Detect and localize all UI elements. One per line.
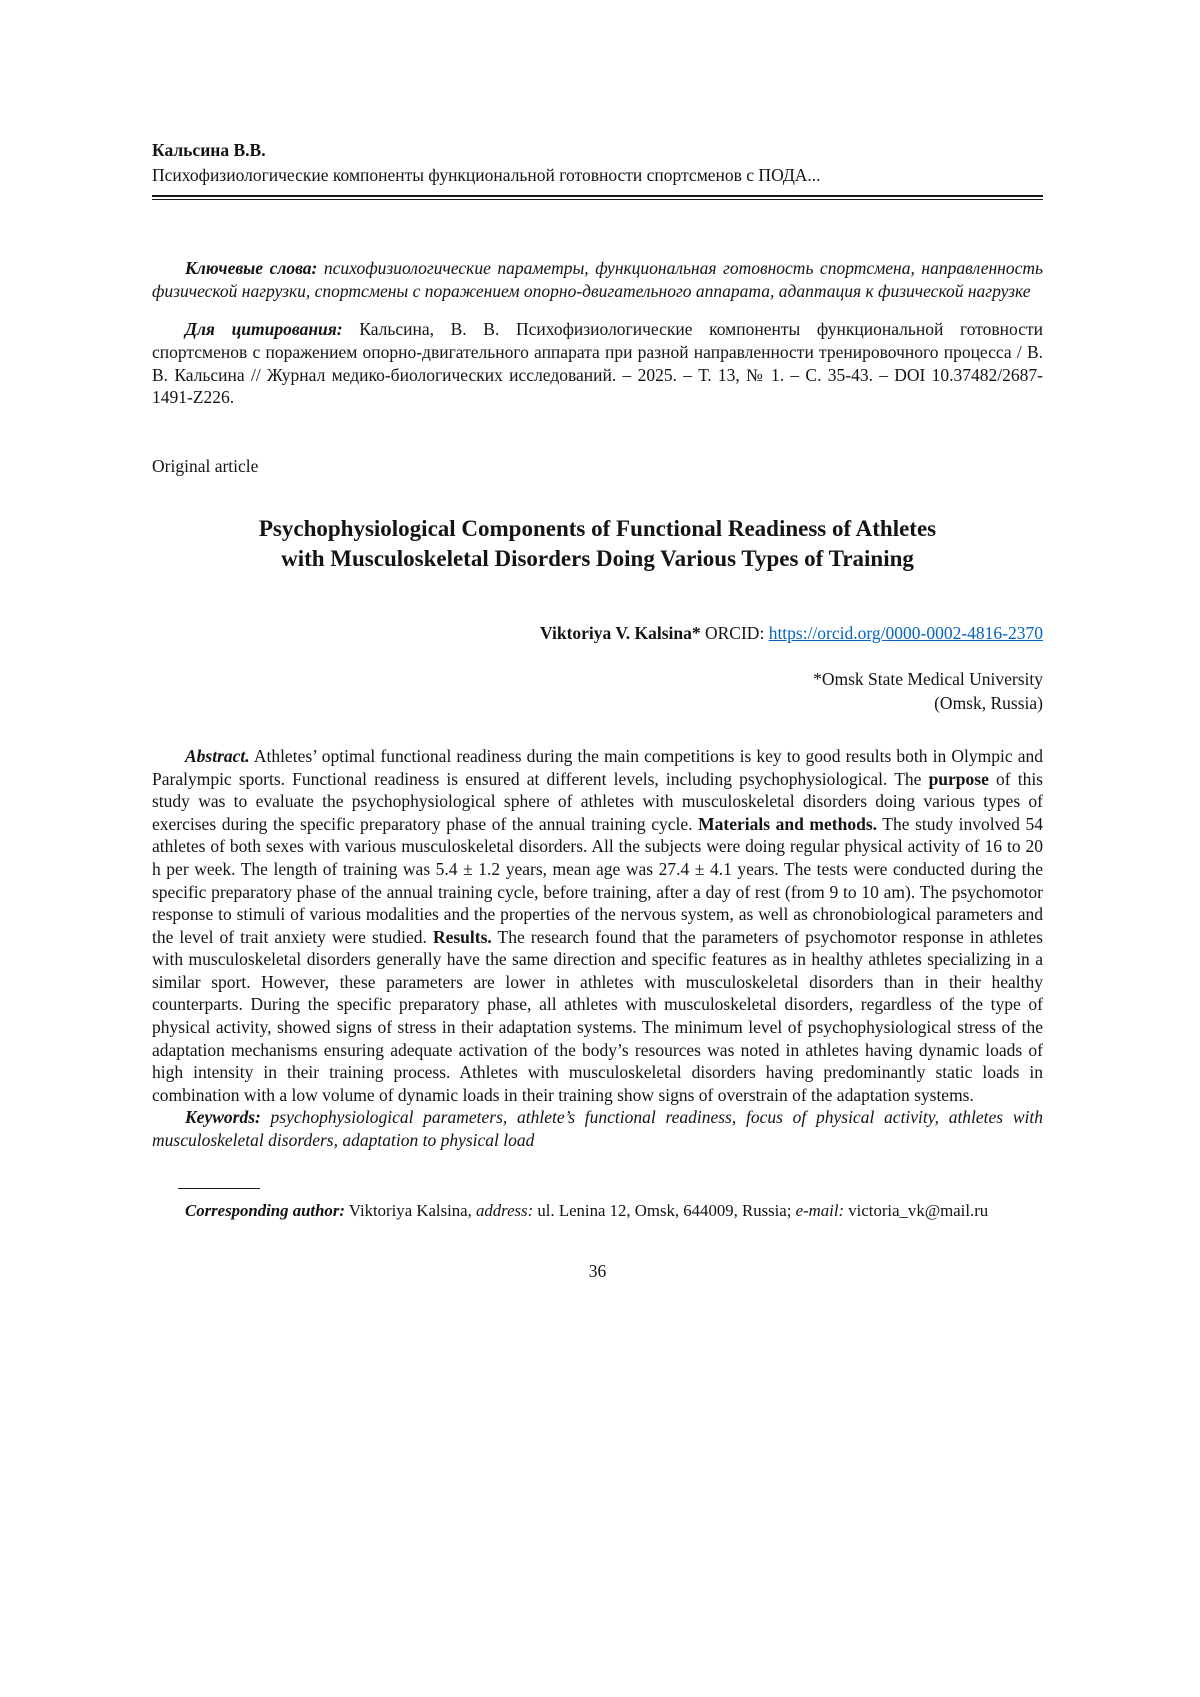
email-text: victoria_vk@mail.ru — [844, 1200, 989, 1220]
article-title-line2: with Musculoskeletal Disorders Doing Various Types of Training — [281, 546, 914, 572]
email-label: e-mail: — [795, 1200, 845, 1220]
article-title-line1: Psychophysiological Components of Functional Readiness of Athletes — [258, 516, 937, 542]
abstract-text-2: of this study was to evaluate the psychophysiological sphere of athletes with musculoskeletal disorders doing various types of exercises during the specific preparatory phase of the annual training cycle. — [152, 768, 1043, 834]
article-title — [152, 514, 1043, 574]
abstract-text-1: Athletes’ optimal functional readiness during the main competitions is key to good results both in Olympic and Paralympic sports. Functional readiness is ensured at different levels, including psychophysiological. The — [152, 745, 1043, 789]
running-head-author: Кальсина В.В. — [152, 140, 266, 160]
running-head-title: Психофизиологические компоненты функциональной готовности спортсменов с ПОДА... — [152, 164, 821, 185]
abstract-bold-results: Results. — [432, 926, 492, 947]
article-type-label: Original article — [152, 455, 259, 476]
orcid-label: ORCID: — [700, 623, 769, 644]
citation-text: Кальсина, В. В. Психофизиологические компоненты функциональной готовности спортсменов с поражением опорно-двигательного аппарата при разной направленности тренировочного процесса / В. В. Кальсина // Журнал медико-биологических исследований. – 2025. – Т. 13, № 1. – С. 35-43. – DOI 10.37482/2687-1491-Z226. — [152, 319, 1044, 408]
address-text: ul. Lenina 12, Omsk, 644009, Russia; — [533, 1200, 796, 1220]
keywords-ru-text: психофизиологические параметры, функциональная готовность спортсмена, направленность физической нагрузки, спортсмены с поражением опорно-двигательного аппарата, адаптация к физической нагрузке — [152, 258, 1043, 301]
corresponding-author-name: Viktoriya Kalsina, — [344, 1200, 476, 1220]
keywords-ru-label: Ключевые слова: — [185, 258, 318, 279]
abstract-bold-purpose: purpose — [928, 768, 989, 789]
footnote-divider — [178, 1188, 260, 1189]
corresponding-author-label: Corresponding author: — [185, 1200, 345, 1220]
address-label: address: — [476, 1200, 534, 1220]
orcid-link[interactable]: https://orcid.org/0000-0002-4816-2370 — [768, 623, 1043, 644]
abstract-text-4: The research found that the parameters of psychomotor response in athletes with musculoskeletal disorders generally have the same direction and specific features as in healthy athletes specializing in a similar sport. However, these parameters are lower in athletes with musculoskeletal disorders than in their healthy counterparts. During the specific preparatory phase, all athletes with musculoskeletal disorders, regardless of the type of physical activity, showed signs of stress in their adaptation systems. The minimum level of psychophysiological stress of the adaptation mechanisms ensuring adequate activation of the body’s resources was noted in athletes having dynamic loads of high intensity in their training process. Athletes with musculoskeletal disorders having predominantly static loads in combination with a low volume of dynamic loads in their training show signs of overstrain of the adaptation systems. — [152, 926, 1043, 1105]
page-number: 36 — [588, 1261, 607, 1282]
running-head — [152, 139, 1043, 186]
corresponding-author-line — [152, 1200, 1043, 1223]
affiliation-line1: *Omsk State Medical University — [813, 668, 1043, 689]
header-divider — [152, 195, 1043, 200]
keywords-en-paragraph — [152, 1106, 1043, 1151]
keywords-en-label: Keywords: — [185, 1107, 261, 1128]
abstract-paragraph — [152, 745, 1043, 1107]
affiliation-block — [152, 667, 1043, 715]
keywords-en-text: psychophysiological parameters, athlete’s functional readiness, focus of physical activity, athletes with musculoskeletal disorders, adaptation to physical load — [152, 1107, 1043, 1151]
abstract-text-3: The study involved 54 athletes of both sexes with various musculoskeletal disorders. All the subjects were doing regular physical activity of 16 to 20 h per week. The length of training was 5.4 ± 1.2 years, mean age was 27.4 ± 4.1 years. The tests were conducted during the specific preparatory phase of the annual training cycle, before training, after a day of rest (from 9 to 10 am). The psychomotor response to stimuli of various modalities and the properties of the nervous system, as well as chronobiological parameters and the level of trait anxiety were studied. — [152, 813, 1043, 947]
abstract-bold-materials: Materials and methods. — [698, 813, 878, 834]
page-content — [152, 0, 1043, 1283]
keywords-ru-paragraph — [152, 257, 1043, 302]
citation-label: Для цитирования: — [185, 319, 343, 340]
abstract-label: Abstract. — [185, 745, 250, 766]
affiliation-line2: (Omsk, Russia) — [934, 692, 1043, 713]
author-name: Viktoriya V. Kalsina* — [540, 623, 701, 644]
citation-paragraph — [152, 318, 1043, 408]
author-line — [152, 622, 1043, 645]
